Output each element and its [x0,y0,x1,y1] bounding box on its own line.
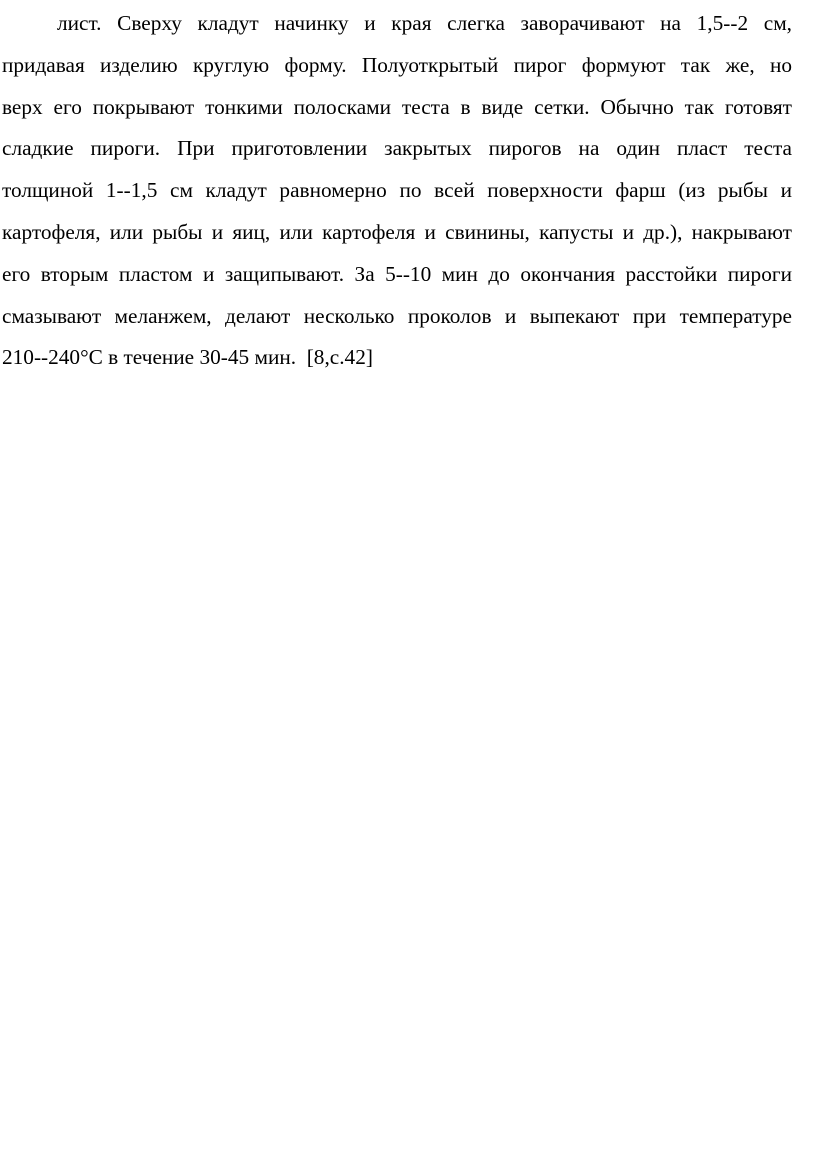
paragraph-line: картофеля, или рыбы и яиц, или картофеля и свинины, капусты и др.), накрывают [2,219,792,244]
paragraph-line-with-citation: 210--240°С в течение 30-45 мин. [8,с.42] [2,345,373,370]
body-paragraph [2,3,792,379]
paragraph-line: придавая изделию круглую форму. Полуоткрытый пирог формуют так же, но [2,52,792,77]
paragraph-line: его вторым пластом и защипывают. За 5--10 мин до окончания расстойки пироги [2,261,792,286]
paragraph-line: верх его покрывают тонкими полосками теста в виде сетки. Обычно так готовят [2,94,792,119]
paragraph-line: толщиной 1--1,5 см кладут равномерно по всей поверхности фарш (из рыбы и [2,178,792,203]
paragraph-line: сладкие пироги. При приготовлении закрытых пирогов на один пласт теста [2,136,792,161]
paragraph-line: лист. Сверху кладут начинку и края слегка заворачивают на 1,5--2 см, [57,11,792,35]
paragraph-line: смазывают меланжем, делают несколько проколов и выпекают при температуре [2,303,792,328]
